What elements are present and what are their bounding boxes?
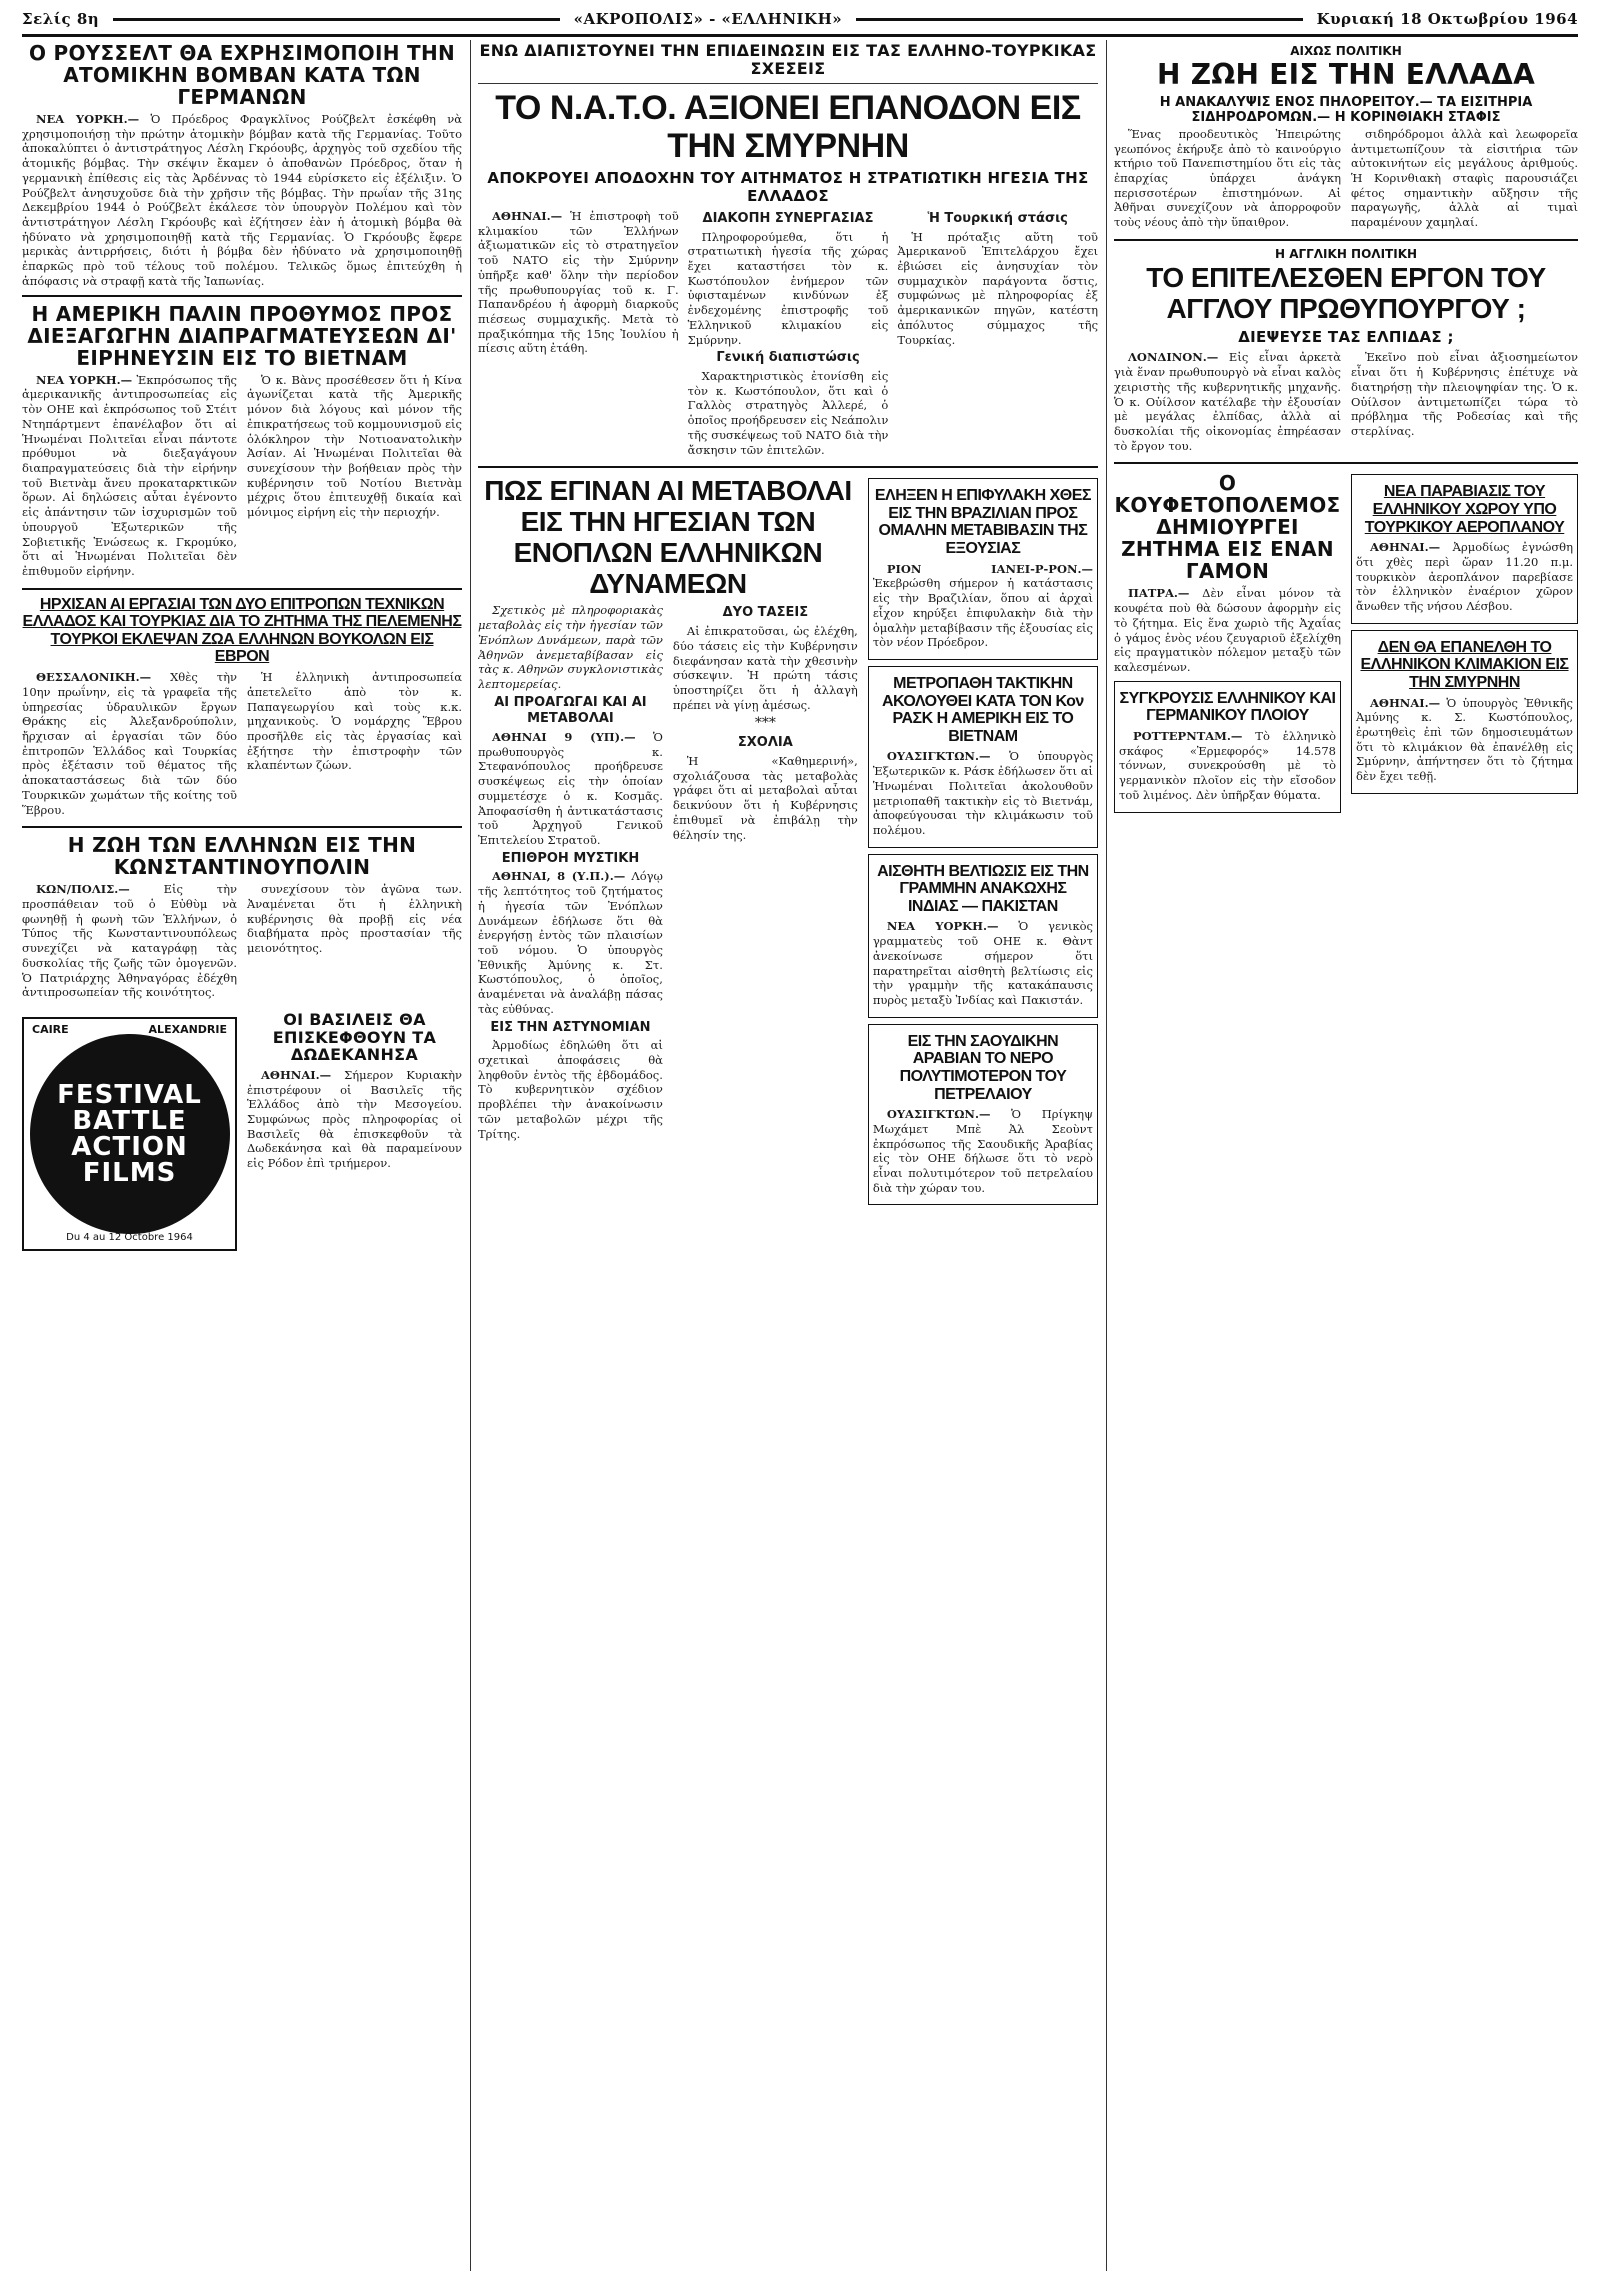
dateline: ΝΕΑ ΥΟΡΚΗ.— (36, 372, 133, 387)
article-text: σιδηρόδρομοι ἀλλὰ καὶ λεωφορεῖα ἀντιμετωπίζουν τὰ εἰσιτήρια τῶν αὐτοκινήτων εἰς μεγάλους ἀριθμούς. Ἡ Κορινθιακὴ σταφὶς παρουσιάζει φέτος σημαντικὴν αὔξησιν τῆς παραγωγῆς, ἀλλὰ αἱ τιμαὶ παραμένουν χαμηλαί. (1351, 126, 1578, 230)
divider (22, 295, 462, 297)
article-body (22, 373, 462, 582)
article-text: Λόγῳ τῆς λεπτότητος τοῦ ζητήματος ἡ ἡγεσία τῶν Ἐνόπλων Δυνάμεων ἐδήλωσε ὅτι θὰ ἐνεργήσῃ ἐντὸς τῶν πλαισίων τοῦ νόμου. Ὁ ὑπουργὸς Ἐθνικῆς Ἀμύνης κ. Στ. Κωστόπουλος, ὁ ὁποῖος, ἀναμένεται νὰ ἀναλάβῃ πάσας τὰς εὐθύνας. (478, 869, 663, 1016)
headline: ΕΛΗΞΕΝ Η ΕΠΙΦΥΛΑΚΗ ΧΘΕΣ ΕΙΣ ΤΗΝ ΒΡΑΖΙΛΙΑΝ ΠΡΟΣ ΟΜΑΛΗΝ ΜΕΤΑΒΙΒΑΣΙΝ ΤΗΣ ΕΞΟΥΣΙΑΣ (874, 487, 1091, 558)
divider (1114, 239, 1578, 241)
section-subhead: ΣΧΟΛΙΑ (737, 735, 793, 751)
headline: Η ΖΩΗ ΤΩΝ ΕΛΛΗΝΩΝ ΕΙΣ ΤΗΝ ΚΩΝΣΤΑΝΤΙΝΟΥΠΟΛΙΝ (67, 833, 417, 880)
dateline: ΑΘΗΝΑΙ 9 (ΥΠ).— (492, 730, 636, 745)
article-evros (22, 596, 462, 821)
divider (22, 588, 462, 590)
dateline: ΘΕΣΣΑΛΟΝΙΚΗ.— (36, 670, 152, 685)
headline: ΔΕΝ ΘΑ ΕΠΑΝΕΛΘΗ ΤΟ ΕΛΛΗΝΙΚΟΝ ΚΛΙΜΑΚΙΟΝ ΕΙΣ ΤΗΝ ΣΜΥΡΝΗΝ (1360, 638, 1569, 692)
column-right (1114, 40, 1578, 2271)
article-text: Ἡ «Καθημερινή», σχολιάζουσα τὰς μεταβολὰς γράφει ὅτι αἱ μεταβολαὶ αὗται δεικνύουν ὅτι ἡ Κυβέρνησις ἐπιθυμεῖ νὰ ἐπιβάλῃ τὴν θέλησίν της. (672, 753, 858, 842)
article-text: Ὁ ὑπουργὸς Ἐξωτερικῶν κ. Ράσκ ἐδήλωσεν ὅτι αἱ Ἡνωμέναι Πολιτεῖαι ἀκολουθοῦν μετριοπαθῆ τακτικὴν εἰς τὸ Βιετνάμ, ἀποφεύγουσαι τὴν κλιμάκωσιν τοῦ πολέμου. (872, 749, 1094, 837)
article-text: Τὸ ἑλληνικὸ σκάφος «Ἐρμεφορός» 14.578 τόννων, συνεκρούσθη μὲ τὸ γερμανικὸν πλοῖον εἰς τὴν εἴσοδον τοῦ λιμένος. Δὲν ὑπῆρξαν θύματα. (1119, 728, 1337, 802)
separator-stars: *** (754, 715, 776, 732)
subheadline: ΔΙΕΨΕΥΣΕ ΤΑΣ ΕΛΠΙΔΑΣ ; (1238, 328, 1454, 347)
article-body (247, 1068, 462, 1171)
section-subhead: ΔΙΑΚΟΠΗ ΣΥΝΕΡΓΑΣΙΑΣ (702, 210, 874, 226)
dateline: ΚΩΝ/ΠΟΛΙΣ.— (36, 882, 130, 897)
headline: Η ΑΜΕΡΙΚΗ ΠΑΛΙΝ ΠΡΟΘΥΜΟΣ ΠΡΟΣ ΔΙΕΞΑΓΩΓΗΝ ΔΙΑΠΡΑΓΜΑΤΕΥΣΕΩΝ ΔΙ' ΕΙΡΗΝΕΥΣΙΝ ΕΙΣ ΤΟ ΒΙΕΤΝΑΜ (27, 301, 457, 370)
article-body (478, 209, 1098, 460)
dateline: ΑΘΗΝΑΙ.— (261, 1067, 332, 1082)
article-text: Ἡ ἐπιστροφὴ τοῦ κλιμακίου τῶν Ἑλλήνων ἀξιωματικῶν εἰς τὸ στρατηγεῖον τοῦ ΝΑΤΟ εἰς τὴν Σμύρνην ὑπῆρξε καθ' ὅλην τὴν περίοδον τῆς πρωθυπουργίας τοῦ κ. Γ. Παπανδρέου ἡ ἀφορμὴ διαρκοῦς πιέσεως συμμαχικῆς. Μετὰ τὸ πραξικόπημα τῆς 15ης Ἰουλίου ἡ πίεσις αὕτη ἐτάθη. (478, 208, 679, 356)
middle-lower-row (478, 474, 1098, 1211)
article-armed-forces (478, 476, 858, 1144)
headline: ΑΙΣΘΗΤΗ ΒΕΛΤΙΩΣΙΣ ΕΙΣ ΤΗΝ ΓΡΑΜΜΗΝ ΑΝΑΚΩΧΗΣ ΙΝΔΙΑΣ — ΠΑΚΙΣΤΑΝ (877, 862, 1089, 915)
right-lower-row (1114, 470, 1578, 818)
article-text: Αἱ ἐπικρατοῦσαι, ὡς ἐλέχθη, δύο τάσεις εἰς τὴν Κυβέρνησιν διεφάνησαν κατὰ τὴν χθεσινὴν σύσκεψιν. Ἡ πρώτη τάσις ὑποστηρίζει ὅτι ἡ ἀλλαγὴ πρέπει νὰ γίνῃ ἀμέσως. (672, 624, 858, 712)
headline: ΜΕΤΡΟΠΑΘΗ ΤΑΚΤΙΚΗΝ ΑΚΟΛΟΥΘΕΙ ΚΑΤΑ ΤΟΝ Κον ΡΑΣΚ Η ΑΜΕΡΙΚΗ ΕΙΣ ΤΟ ΒΙΕΤΝΑΜ (881, 674, 1084, 745)
section-subhead: ΑΙ ΠΡΟΑΓΩΓΑΙ ΚΑΙ ΑΙ ΜΕΤΑΒΟΛΑΙ (494, 694, 647, 727)
article-nato-smyrna (478, 42, 1098, 460)
article-body (1114, 127, 1578, 233)
issue-date: Κυριακή 18 Οκτωβρίου 1964 (1316, 10, 1579, 28)
section-subhead: Γενική διαπιστώσις (716, 350, 860, 366)
article-life-in-greece (1114, 44, 1578, 233)
article-airspace (1351, 474, 1578, 623)
divider (1114, 462, 1578, 464)
article-body (478, 603, 858, 1144)
ad-word: FESTIVAL (57, 1080, 202, 1110)
article-text: Ὁ πρωθυπουργὸς κ. Στεφανόπουλος προήδρευσε συσκέψεως εἰς τὴν ὁποίαν συμμετέσχε ὁ κ. Κοσμᾶς. Ἀποφασίσθη ἡ ἀντικατάστασις τοῦ Ἀρχηγοῦ Γενικοῦ Ἐπιτελείου Στρατοῦ. (478, 730, 663, 848)
headline-main: ΤΟ Ν.Α.Τ.Ο. ΑΞΙΟΝΕΙ ΕΠΑΝΟΔΟΝ ΕΙΣ ΤΗΝ ΣΜΥΡΝΗΝ (495, 89, 1081, 165)
dateline: ΑΘΗΝΑΙ.— (1370, 695, 1441, 710)
article-text: Εἰς τὴν προσπάθειαν τοῦ ὁ Εὐθὺμ νὰ φωνηθῇ ἡ φωνὴ τῶν Ἑλλήνων, ὁ Τύπος τῆς Κωνσταντινουπόλεως συνεχίζει νὰ καταγράφῃ τὰς δυσκολίας τῆς ζωῆς τῶν ὁμογενῶν. Ὁ Πατριάρχης Ἀθηναγόρας ἐδέχθη ἀντιπροσωπείαν τῆς κοινότητος. (22, 882, 238, 1000)
headline: Ο ΡΟΥΣΣΕΛΤ ΘΑ ΕΧΡΗΣΙΜΟΠΟΙΗ ΤΗΝ ΑΤΟΜΙΚΗΝ ΒΟΜΒΑΝ ΚΑΤΑ ΤΩΝ ΓΕΡΜΑΝΩΝ (28, 41, 456, 109)
headline: ΠΩΣ ΕΓΙΝΑΝ ΑΙ ΜΕΤΑΒΟΛΑΙ ΕΙΣ ΤΗΝ ΗΓΕΣΙΑΝ ΤΩΝ ΕΝΟΠΛΩΝ ΕΛΛΗΝΙΚΩΝ ΔΥΝΑΜΕΩΝ (484, 475, 852, 599)
article-saudi-water (868, 1024, 1098, 1206)
page-number: Σελίς 8η (22, 10, 100, 28)
section-label: ΑΙΧΩΣ ΠΟΛΙΤΙΚΗ (1290, 44, 1402, 58)
article-text: Ἡ πρόταξις αὕτη τοῦ Ἀμερικανοῦ Ἐπιτελάρχου ἔχει ἐβιώσει εἰς ἀνησυχίαν τὸν συμμαχικὸν παράγοντα ὅστις, συμφώνως μὲ πληροφορίας ἐξ ἀμερικανικῶν πηγῶν, κατέστη ἀπόλυτος σύμμαχος τῆς Τουρκίας. (897, 229, 1098, 347)
masthead-rule (856, 18, 1302, 21)
article-text: Δὲν εἶναι μόνον τὰ κουφέτα ποὺ θὰ δώσουν ἀφορμὴν εἰς τὸ ζήτημα. Εἰς ἕνα χωριὸ τῆς Ἀχαΐας ὁ γάμος ἑνὸς νέου ζευγαριοῦ ἐξελίχθη εἰς πραγματικὸν πόλεμον μεταξὺ τῶν καλεσμένων. (1114, 586, 1341, 675)
masthead (22, 6, 1578, 32)
dateline: ΑΘΗΝΑΙ, 8 (Υ.Π.).— (492, 869, 626, 884)
article-text: Ἐκεβρώσθη σήμερον ἡ κατάστασις εἰς τὴν Βραζιλίαν, ὅπου αἱ ἀρχαὶ εἶχον κηρύξει ἐπιφυλακὴν διὰ τὴν ὁμαλὴν μεταβίβασιν τῆς ἐξουσίας εἰς τὸν νέον Πρόεδρον. (872, 576, 1093, 650)
dateline: ΛΟΝΔΙΝΟΝ.— (1128, 350, 1219, 365)
article-text: Ἕνας προοδευτικὸς Ἠπειρώτης γεωπόνος ἐκήρυξε ἀπὸ τὸ καινούργιο κτήριο τοῦ Πανεπιστημίου ὅτι εἰς τὰς ἐπαρχίας ὑπάρχει ἀνάγκη περισσοτέρων ἐπιστημόνων. Αἱ Ἀθῆναι συνεχίζουν νὰ ἀπορροφοῦν τοὺς νέους ἀπὸ τὴν ὕπαιθρον. (1114, 126, 1341, 230)
article-text: Ἀρμοδίως ἐγνώσθη ὅτι χθὲς περὶ ὥραν 11.20 π.μ. τουρκικὸν ἀεροπλάνον παρεβίασε τὸν ἑλληνικὸν ἐναέριον χῶρον ἄνωθεν τῆς νήσου Λέσβου. (1356, 540, 1574, 614)
section-subhead: ΕΙΣ ΤΗΝ ΑΣΤΥΝΟΜΙΑΝ (490, 1019, 651, 1035)
article-body (22, 882, 462, 1003)
article-text: Ἐκεῖνο ποὺ εἶναι ἀξιοσημείωτον εἶναι ὅτι ἡ Κυβέρνησις ἐπέτυχε νὰ διατηρήσῃ τὴν πλειοψηφίαν της. Ὁ κ. Οὐίλσον ἀντιμετωπίζει τώρα τὸ πρόβλημα τῆς Ροδεσίας καὶ τῆς στερλίνας. (1351, 350, 1578, 439)
headline-top: ΕΝΩ ΔΙΑΠΙΣΤΟΥΝΕΙ ΤΗΝ ΕΠΙΔΕΙΝΩΣΙΝ ΕΙΣ ΤΑΣ ΕΛΛΗΝΟ-ΤΟΥΡΚΙΚΑΣ ΣΧΕΣΕΙΣ (479, 41, 1097, 78)
dateline: ΠΑΤΡΑ.— (1128, 586, 1190, 601)
headline: Ο ΚΟΥΦΕΤΟΠΟΛΕΜΟΣ ΔΗΜΙΟΥΡΓΕΙ ΖΗΤΗΜΑ ΕΙΣ ΕΝΑΝ ΓΑΜΟΝ (1114, 471, 1341, 584)
article-text: Χαρακτηριστικὸς ἐτονίσθη εἰς τὸν κ. Κωστόπουλον, ὅτι καὶ ὁ Γαλλὸς στρατηγὸς Ἀλλερέ, ὁ ὁποῖος προήδρευσεν εἰς Νεάπολιν τῆς συσκέψεως τοῦ ΝΑΤΟ διὰ τὴν ἄσκησιν τῶν ἐπιτελῶν. (687, 368, 889, 457)
article-rusk (868, 666, 1098, 848)
article-text: Ὁ γενικὸς γραμματεὺς τοῦ ΟΗΕ κ. Θὰντ ἀνεκοίνωσε σήμερον ὅτι παρατηρεῖται αἰσθητὴ βελτίωσις εἰς τὴν γραμμὴν τῆς κατακάπαυσις πυρὸς μεταξὺ Ἰνδίας καὶ Πακιστάν. (872, 919, 1093, 1008)
article-wedding (1114, 472, 1341, 674)
column-left (22, 40, 462, 2271)
article-ship-collision (1114, 681, 1341, 813)
article-text: Ὁ κ. Βὰνς προσέθεσεν ὅτι ἡ Κίνα ἀγωνίζεται κατὰ τῆς Ἀμερικῆς μόνον διὰ λόγους καὶ μόνον τῆς ἐπικρατήσεως τοῦ κομμουνισμοῦ εἰς ὁλόκληρον τὴν Νοτιοανατολικὴν Ἀσίαν. Αἱ Ἡνωμέναι Πολιτεῖαι θὰ συνεχίσουν τὴν βοήθειαν πρὸς τὴν κυβέρνησιν τοῦ Νοτίου Βιετνὰμ μέχρις ὅτου ἐπιτευχθῇ δικαία καὶ μόνιμος εἰρήνη εἰς τὴν περιοχήν. (247, 372, 462, 520)
column-middle (478, 40, 1098, 2271)
article-body (22, 112, 462, 289)
article-body (22, 670, 462, 820)
ad-dates: Du 4 au 12 Octobre 1964 (66, 1232, 193, 1243)
ad-word: ACTION (71, 1132, 188, 1162)
column-rule (1106, 40, 1107, 2271)
headline: ΕΙΣ ΤΗΝ ΣΑΟΥΔΙΚΗΝ ΑΡΑΒΙΑΝ ΤΟ ΝΕΡΟ ΠΟΛΥΤΙΜΟΤΕΡΟΝ ΤΟΥ ΠΕΤΡΕΛΑΙΟΥ (899, 1032, 1067, 1103)
top-rule (22, 34, 1578, 37)
ad-word: FILMS (82, 1158, 177, 1188)
subheadline: ΑΠΟΚΡΟΥΕΙ ΑΠΟΔΟΧΗΝ ΤΟΥ ΑΙΤΗΜΑΤΟΣ Η ΣΤΡΑΤΙΩΤΙΚΗ ΗΓΕΣΙΑ ΤΗΣ ΕΛΛΑΔΟΣ (487, 168, 1089, 205)
festival-advertisement (22, 1017, 237, 1251)
article-intro: Σχετικὸς μὲ πληροφοριακὰς μεταβολὰς εἰς τὴν ἡγεσίαν τῶν Ἐνόπλων Δυνάμεων, παρὰ τῶν Ἀθηνῶν ἀνεμεταβίβασαν εἰς τὰς κ. Αθηνῶν συγκλονιστικὰς λεπτομερείας. (478, 603, 663, 692)
article-brazil (868, 478, 1098, 660)
ad-word: BATTLE (72, 1106, 187, 1136)
article-text: Χθὲς τὴν 10ην πρωΐνην, εἰς τὰ γραφεῖα τῆς ὑπηρεσίας ὑδραυλικῶν ἔργων Θράκης εἰς Ἀλεξανδρούπολιν, ἤρχισαν αἱ ἐργασίαι τῶν δύο ἐπιτροπῶν Ἑλλάδος καὶ Τουρκίας πρὸς ἐξέτασιν τοῦ θέματος τῆς ἀποκαταστάσεως διὰ τῶν δύο Τουρκικῶν χωμάτων τῆς κοίτης τοῦ Ἕβρου. (22, 670, 238, 817)
article-text: Ὁ Πρόεδρος Φραγκλῖνος Ρούζβελτ ἐσκέφθη νὰ χρησιμοποιήσῃ τὴν πρώτην ἀτομικὴν βόμβαν κατὰ τῆς Γερμανίας. Τοῦτο ἀποκαλύπτει ὁ ἀντιστράτηγος Λέσλη Γκρόουβς, ἀρχηγὸς τοῦ σχεδίου τῆς ἀτομικῆς βόμβας. Τὴν σκέψιν ἔκαμεν ὁ ἀποθανὼν Πρόεδρος, ὅταν ἡ γερμανικὴ ἐπίθεσις εἰς τὰς Ἀρδέννας τὸ 1944 εὑρίσκετο εἰς ἐξέλιξιν. Ὁ Ρούζβελτ ἀνησυχοῦσε διὰ τὴν χρῆσιν τῆς βόμβας. Τὴν πρωΐαν τῆς 31ης Δεκεμβρίου 1944 ὁ Ρούζβελτ ἐκάλεσε τὸν ὑπουργὸν Πολέμου καὶ τὸν ἀντιστράτηγον Λέσλη Γκρόουβς καὶ ἐζήτησεν ἐὰν ἡ ἀτομικὴ βόμβα θὰ ἠδύνατο νὰ χρησιμοποιηθῇ κατὰ τῆς Γερμανίας. Ὁ Γκρόουβς ἔφερε μερικὰς ἀντιρρήσεις, διότι ἡ βόμβα δὲν ἠδύνατο νὰ χρησιμοποιηθῇ ἐπαρκῶς πρὸ τοῦ τέλους τοῦ πολέμου. Τελικῶς ὅμως ἐπιτεύχθη ἡ ἀπόφασις νὰ στραφῇ κατὰ τῆς Ἰαπωνίας. (22, 112, 462, 288)
headline: Η ΖΩΗ ΕΙΣ ΤΗΝ ΕΛΛΑΔΑ (1156, 58, 1536, 91)
article-roosevelt (22, 42, 462, 289)
article-text: Ὁ Πρίγκηψ Μωχάμετ Μπὲ Ἀλ Σεοὺντ ἐκπρόσωπος τῆς Σαουδικῆς Ἀραβίας εἰς τὸν ΟΗΕ δήλωσε ὅτι τὸ νερὸ εἶναι πολυτιμότερον τοῦ πετρελαίου διὰ τὴν χώραν του. (872, 1107, 1094, 1195)
ad-badge (30, 1034, 230, 1234)
section-subhead: Ἡ Τουρκική στάσις (927, 210, 1068, 226)
dateline: ΝΕΑ ΥΟΡΚΗ.— (36, 112, 140, 126)
dateline: ΡΟΤΤΕΡΝΤΑΜ.— (1133, 728, 1243, 743)
dateline: ΡΙΟΝ ΙΑΝΕΙ-Ρ-ΡΟΝ.— (886, 561, 1093, 576)
bottom-row (22, 1009, 462, 1251)
article-text: Ἀρμοδίως ἐδηλώθη ὅτι αἱ σχετικαὶ ἀποφάσεις θὰ ληφθοῦν ἐντὸς τῆς ἑβδομάδος. Τὸ κυβερνητικὸν σχέδιον προβλέπει τὴν ἀνακοίνωσιν τῶν μεταβολῶν μέχρι τῆς Τρίτης. (478, 1038, 663, 1141)
dateline: ΟΥΑΣΙΓΚΤΩΝ.— (886, 1107, 991, 1122)
article-text: Εἰς εἶναι ἀρκετὰ γιὰ ἕναν πρωθυπουργὸ νὰ εἶναι καλὸς χειριστὴς τῆς κυβερνητικῆς μηχανῆς. Ὁ κ. Οὐίλσον κατέλαβε τὴν ἐξουσίαν μὲ μεγάλας ἐλπίδας, ἀλλὰ αἱ δυσκολίαι τῆς οἰκονομίας ἐπηρέασαν τὸ ἔργον του. (1114, 350, 1341, 453)
article-text: Σήμερον Κυριακὴν ἐπιστρέφουν οἱ Βασιλεῖς τῆς Ἑλλάδος ἀπὸ τὴν Μεσογείου. Συμφώνως πρὸς πληροφορίας οἱ Βασιλεῖς θὰ ἐπισκεφθοῦν τὰ Δωδεκάνησα καὶ θὰ παραμείνουν εἰς Ρόδον ἐπὶ τριήμερον. (247, 1067, 462, 1171)
column-rule (470, 40, 471, 2271)
subheadline: Η ΑΝΑΚΑΛΥΨΙΣ ΕΝΟΣ ΠΗΛΟΡΕΙΤΟΥ.— ΤΑ ΕΙΣΙΤΗΡΙΑ ΣΙΔΗΡΟΔΡΟΜΩΝ.— Η ΚΟΡΙΝΘΙΑΚΗ ΣΤΑΦΙΣ (1159, 94, 1533, 125)
headline: ΟΙ ΒΑΣΙΛΕΙΣ ΘΑ ΕΠΙΣΚΕΦΘΟΥΝ ΤΑ ΔΩΔΕΚΑΝΗΣΑ (272, 1010, 437, 1065)
section-subhead: ΔΥΟ ΤΑΣΕΙΣ (722, 605, 809, 621)
article-british-pm (1114, 247, 1578, 457)
article-text: Ἡ ἑλληνικὴ ἀντιπροσωπεία ἀπετελεῖτο ἀπὸ τὸν κ. Παπαγεωργίου καὶ τοὺς κ.κ. μηχανικοὺς. Ὁ νομάρχης Ἕβρου προσῆλθε εἰς τὰς ἐργασίας καὶ ἐξήτησε τὴν ἐπιστροφὴν τῶν κλαπέντων ζώων. (247, 670, 462, 773)
headline: ΣΥΓΚΡΟΥΣΙΣ ΕΛΛΗΝΙΚΟΥ ΚΑΙ ΓΕΡΜΑΝΙΚΟΥ ΠΛΟΙΟΥ (1119, 689, 1336, 725)
divider (478, 83, 1098, 84)
dateline: ΝΕΑ ΥΟΡΚΗ.— (886, 919, 999, 934)
headline: ΗΡΧΙΣΑΝ ΑΙ ΕΡΓΑΣΙΑΙ ΤΩΝ ΔΥΟ ΕΠΙΤΡΟΠΩΝ ΤΕΧΝΙΚΩΝ ΕΛΛΑΔΟΣ ΚΑΙ ΤΟΥΡΚΙΑΣ ΔΙΑ ΤΟ ΖΗΤΗΜΑ ΤΗΣ ΠΕΛΕΜΕΝΗΣ ΤΟΥΡΚΟΙ ΕΚΛΕΨΑΝ ΖΩΑ ΕΛΛΗΝΩΝ ΒΟΥΚΟΛΩΝ ΕΙΣ ΕΒΡΟΝ (22, 595, 462, 666)
article-smyrna-return (1351, 630, 1578, 794)
dateline: ΑΘΗΝΑΙ.— (1370, 540, 1441, 555)
section-label: Η ΑΓΓΛΙΚΗ ΠΟΛΙΤΙΚΗ (1274, 246, 1418, 261)
article-vietnam (22, 303, 462, 582)
article-body (1114, 350, 1578, 456)
masthead-rule (113, 18, 559, 21)
section-subhead: ΕΠΙΘΡΟΗ ΜΥΣΤΙΚΗ (501, 850, 640, 866)
dateline: ΟΥΑΣΙΓΚΤΩΝ.— (886, 749, 991, 764)
ad-city-left: CAIRE (32, 1023, 69, 1036)
article-india-pakistan (868, 854, 1098, 1018)
headline: ΝΕΑ ΠΑΡΑΒΙΑΣΙΣ ΤΟΥ ΕΛΛΗΝΙΚΟΥ ΧΩΡΟΥ ΥΠΟ ΤΟΥΡΚΙΚΟΥ ΑΕΡΟΠΛΑΝΟΥ (1364, 483, 1565, 536)
article-text: Πληροφορούμεθα, ὅτι ἡ στρατιωτικὴ ἡγεσία τῆς χώρας ἔχει καταστήσει τὸν κ. Κωστόπουλον ἐνήμερον τῶν ὑφισταμένων κινδύνων ἐξ ἐνδεχομένης ἐπιστροφῆς τοῦ Ἑλληνικοῦ κλιμακίου εἰς Σμύρνην. (687, 229, 889, 347)
dateline: ΑΘΗΝΑΙ.— (492, 208, 563, 223)
article-constantinople (22, 834, 462, 1003)
article-text: Ἐκπρόσωπος τῆς ἀμερικανικῆς ἀντιπροσωπείας εἰς τὸν ΟΗΕ καὶ ἐκπρόσωπος τοῦ Στέιτ Ντηπάρτμεντ ἐπανέλαβον ὅτι αἱ Ἡνωμέναι Πολιτεῖαι εἶναι πάντοτε πρόθυμοι νὰ διεξαγάγουν διαπραγματεύσεις διὰ τὴν εἰρήνην τοῦ Βιετνὰμ ἄνευ προκαταρκτικῶν ὅρων. Αἱ δηλώσεις αὗται ἐγένοντο εἰς ἀπάντησιν τῶν ἰσχυρισμῶν τοῦ ὑπουργοῦ Ἐξωτερικῶν τῆς Σοβιετικῆς Ἑνώσεως κ. Γκρομύκο, ὅτι αἱ Ἡνωμέναι Πολιτεῖαι δὲν ἐπιθυμοῦν εἰρήνην. (22, 372, 237, 578)
ad-city-right: ALEXANDRIE (148, 1023, 227, 1036)
headline: ΤΟ ΕΠΙΤΕΛΕΣΘΕΝ ΕΡΓΟΝ ΤΟΥ ΑΓΓΛΟΥ ΠΡΩΘΥΠΟΥΡΓΟΥ ; (1146, 261, 1546, 324)
article-text: συνεχίσουν τὸν ἀγῶνα των. Ἀναμένεται ὅτι ἡ ἑλληνικὴ κυβέρνησις θὰ προβῇ εἰς νέα διαβήματα πρὸς προστασίαν τῆς μειονότητος. (247, 882, 462, 956)
article-text: Ὁ ὑπουργὸς Ἐθνικῆς Ἀμύνης κ. Σ. Κωστόπουλος, ἐρωτηθεὶς ἐπὶ τῶν δημοσιευμάτων ὅτι τὸ κλιμάκιον θὰ ἐπανέλθῃ εἰς Σμύρνην, ἀπήντησεν ὅτι τὸ ζήτημα δὲν ἔχει τεθῇ. (1356, 695, 1573, 784)
newspaper-title: «ΑΚΡΟΠΟΛΙΣ» - «ΕΛΛΗΝΙΚΗ» (573, 10, 843, 28)
divider (22, 826, 462, 828)
divider (478, 466, 1098, 468)
article-royals (247, 1011, 462, 1171)
